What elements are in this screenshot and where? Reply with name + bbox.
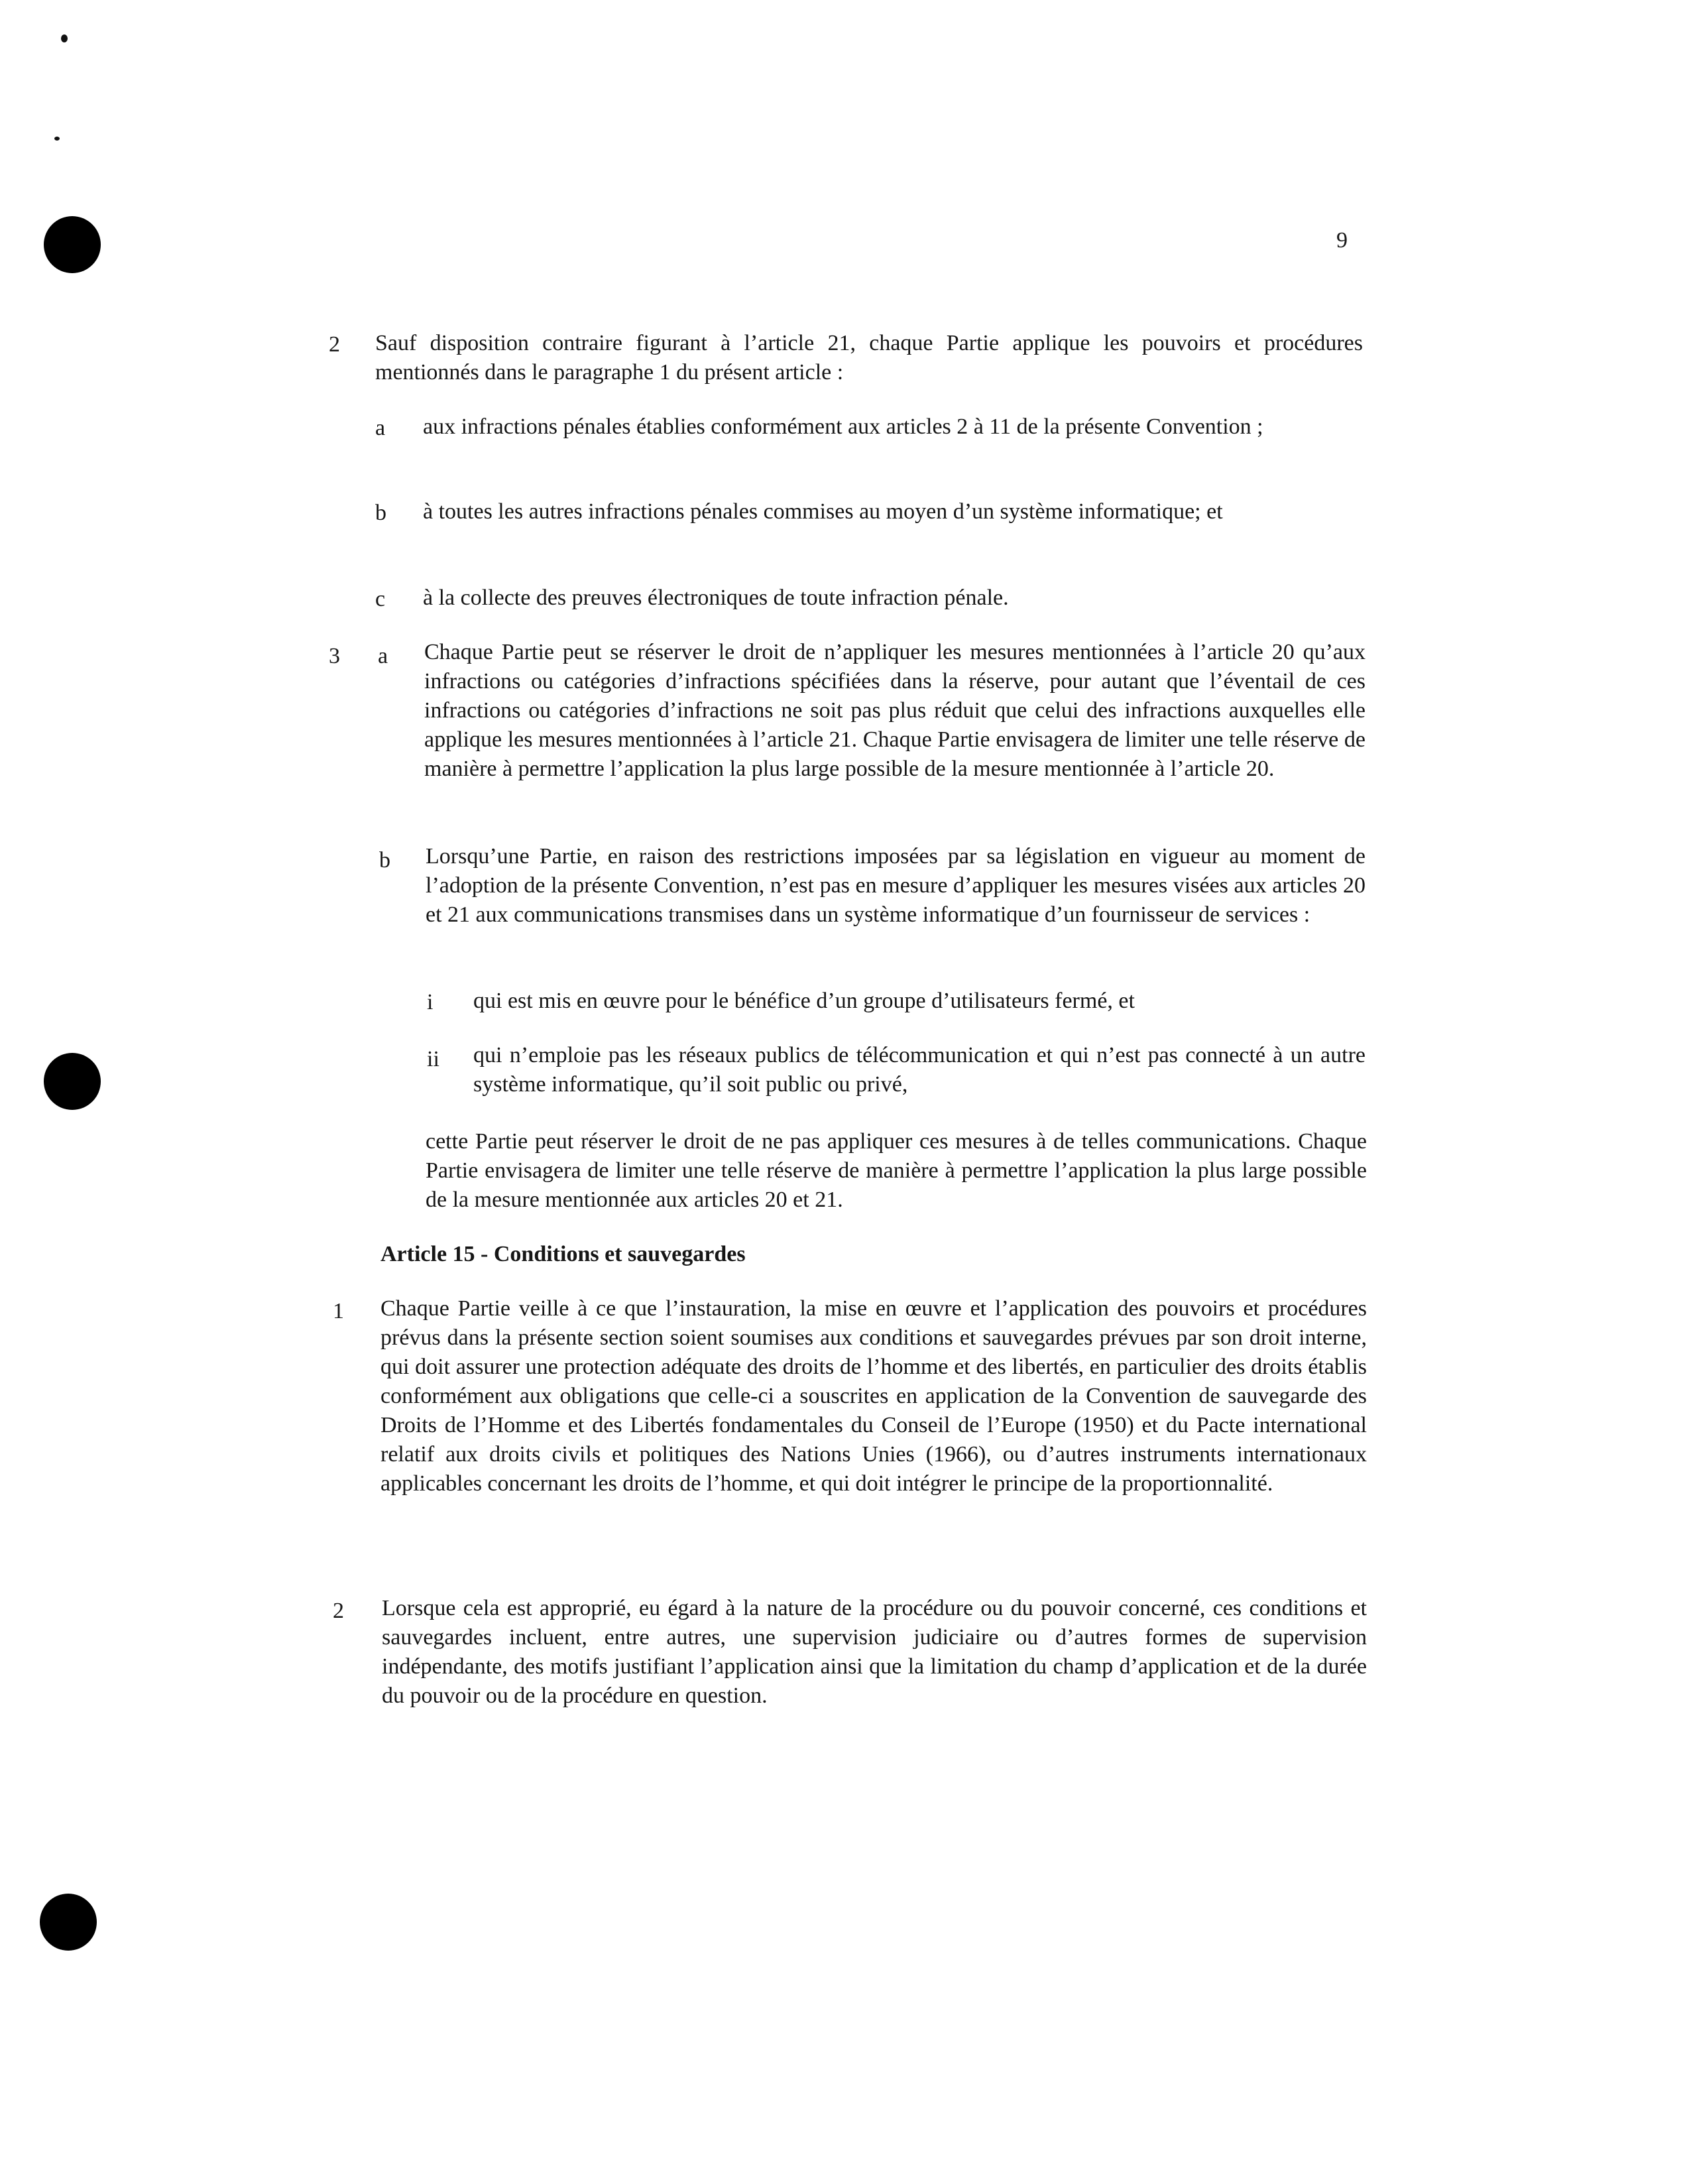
- paragraph-text: Chaque Partie veille à ce que l’instauration, la mise en œuvre et l’application des pouvoirs et procédures prévus dans la présente section soient soumises aux conditions et sauvegardes prévues par son droit interne, qui doit assurer une protection adéquate des droits de l’homme et des libertés, en particulier des droits établis conformément aux obligations que celle-ci a souscrites en application de la Convention de sauvegarde des Droits de l’Homme et des Libertés fondamentales du Conseil de l’Europe (1950) et du Pacte international relatif aux droits civils et politiques des Nations Unies (1966), ou d’autres instruments internationaux applicables concernant les droits de l’homme, et qui doit intégrer le principe de la proportionnalité.: [380, 1296, 1367, 1496]
- subitem-text: qui est mis en œuvre pour le bénéfice d’un groupe d’utilisateurs fermé, et: [473, 989, 1135, 1013]
- scan-speck: [61, 34, 68, 42]
- paragraph-text: Lorsque cela est approprié, eu égard à la nature de la procédure ou du pouvoir concerné, ces conditions et sauvegardes incluent, entre autres, une supervision judiciaire ou d’autres formes de supervision indépendante, des motifs justifiant l’application ainsi que la limitation du champ d’application et de la durée du pouvoir ou de la procédure en question.: [382, 1596, 1367, 1708]
- paragraph-number: 2: [329, 332, 340, 357]
- paragraph-number: 2: [333, 1599, 344, 1623]
- paragraph-number: 1: [333, 1299, 344, 1323]
- item-c: [423, 583, 1363, 613]
- article15-paragraph-1: [380, 1294, 1367, 1498]
- paragraph-text: Chaque Partie peut se réserver le droit de n’appliquer les mesures mentionnées à l’article 20 qu’aux infractions ou catégories d’infractions spécifiées dans la réserve, pour autant que l’éventail de ces infractions ou catégories d’infractions ne soit pas plus réduit que celui des infractions auxquelles elle applique les mesures mentionnées à l’article 21. Chaque Partie envisagera de limiter une telle réserve de manière à permettre l’application la plus large possible de la mesure mentionnée à l’article 20.: [424, 640, 1366, 781]
- paragraph-text: Sauf disposition contraire figurant à l’article 21, chaque Partie applique les pouvoirs et procédures mentionnés dans le paragraphe 1 du présent article :: [375, 331, 1363, 385]
- page-number: 9: [1336, 228, 1348, 253]
- paragraph-text: cette Partie peut réserver le droit de ne pas appliquer ces mesures à de telles communications. Chaque Partie envisagera de limiter une telle réserve de manière à permettre l’application la plus large possible de la mesure mentionnée aux articles 20 et 21.: [426, 1129, 1367, 1212]
- item-label: a: [375, 416, 386, 440]
- item-b: [423, 497, 1363, 526]
- paragraph-3b: [426, 842, 1366, 930]
- item-label: b: [379, 848, 390, 873]
- subitem-i: [473, 987, 1366, 1016]
- subitem-label: ii: [427, 1047, 439, 1071]
- article15-paragraph-2: [382, 1594, 1367, 1711]
- punch-hole: [44, 216, 101, 273]
- paragraph-2: [375, 329, 1363, 387]
- paragraph-text: Lorsqu’une Partie, en raison des restrictions imposées par sa législation en vigueur au moment de l’adoption de la présente Convention, n’est pas en mesure d’appliquer les mesures visées aux articles 20 et 21 aux communications transmises dans un système informatique d’un fournisseur de services :: [426, 844, 1366, 927]
- item-label: a: [378, 644, 388, 668]
- item-text: aux infractions pénales établies conformément aux articles 2 à 11 de la présente Convention ;: [423, 414, 1263, 439]
- subitem-ii: [473, 1041, 1366, 1099]
- subitem-text: qui n’emploie pas les réseaux publics de télécommunication et qui n’est pas connecté à un autre système informatique, qu’il soit public ou privé,: [473, 1043, 1366, 1097]
- item-label: c: [375, 587, 386, 611]
- punch-hole: [40, 1894, 97, 1951]
- item-text: à la collecte des preuves électroniques de toute infraction pénale.: [423, 585, 1009, 610]
- paragraph-3a: [424, 638, 1366, 784]
- scan-speck: [54, 137, 60, 141]
- punch-hole: [44, 1053, 101, 1110]
- item-text: à toutes les autres infractions pénales commises au moyen d’un système informatique; et: [423, 499, 1223, 524]
- item-label: b: [375, 501, 386, 525]
- article-heading: Article 15 - Conditions et sauvegardes: [380, 1242, 746, 1266]
- paragraph-number: 3: [329, 644, 340, 668]
- subitem-label: i: [427, 990, 434, 1014]
- item-a: [423, 412, 1363, 442]
- paragraph-3b-tail: [426, 1127, 1367, 1215]
